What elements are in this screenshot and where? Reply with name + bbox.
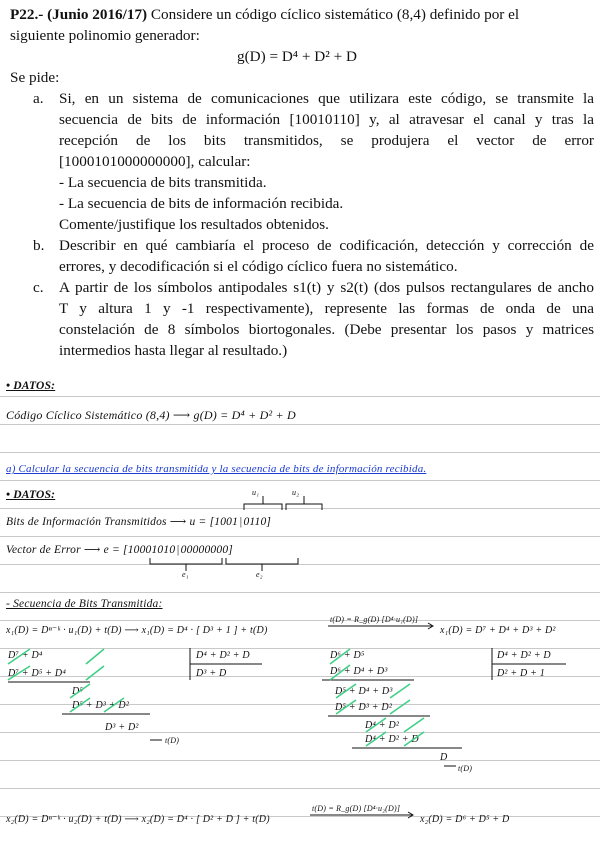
item-a-line-7: Comente/justifique los resultados obtenidos. (59, 216, 329, 233)
div2-row5: D⁴ + D² (365, 720, 400, 731)
codigo-line: Código Cíclico Sistemático (8,4) ⟶ g(D) = D⁴ + D² + D (6, 408, 296, 422)
t1-label: t(D) = R_g(D) [D⁴·u₁(D)] (330, 615, 419, 624)
cancel-mark (336, 684, 356, 698)
cancel-mark (8, 666, 30, 680)
item-a-line-5: - La secuencia de bits transmitida. (59, 174, 267, 191)
cancel-mark (366, 732, 386, 746)
item-c-line-1: A partir de los símbolos antipodales s1(t) y s2(t) (dos pulsos rectangulares de ancho (59, 279, 594, 296)
vector-error-line: Vector de Error ⟶ e = [10001010|00000000] (6, 544, 233, 556)
problem-header (10, 6, 519, 24)
se-pide: Se pide: (10, 69, 60, 86)
item-a-line-6: - La secuencia de bits de información recibida. (59, 195, 344, 212)
cancel-mark (390, 700, 410, 714)
cancel-mark (404, 718, 424, 732)
item-c-label: c. (33, 279, 44, 296)
bits-info-label: Bits de Información Transmitidos ⟶ u = [ (6, 516, 215, 528)
item-b-line-1: Describir en qué cambiaría el proceso de codificación, detección y corrección de (59, 237, 594, 254)
problem-source: (Junio 2016/17) (47, 6, 148, 23)
cancel-mark (70, 684, 90, 698)
item-c-line-3: constelación de 8 símbolos biortogonales. (Debe presentar los pasos y matrices (59, 321, 594, 338)
problem-statement (0, 0, 600, 368)
datos-heading-2: • DATOS: (6, 489, 56, 501)
item-a-line-4: [1000101000000000], calcular: (59, 153, 251, 170)
vector-error-e2: 00000000 (180, 544, 229, 556)
div2-row2: D⁶ + D⁴ + D³ (330, 666, 388, 677)
div2-dividend: D⁶ + D⁵ (330, 650, 365, 661)
problem-intro-1: Considere un código cíclico sistemático (8,4) definido por el (150, 6, 520, 23)
vector-error-e1: 10001010 (127, 544, 176, 556)
x1-equation: x₁(D) = Dⁿ⁻ᵏ · u₁(D) + t(D) ⟶ x₁(D) = D⁴ · [ D³ + 1 ] + t(D) (6, 625, 268, 636)
bits-info-line: Bits de Información Transmitidos ⟶ u = [1001|0110] (6, 516, 272, 528)
div1-row2: D⁷ + D⁵ + D⁴ (8, 668, 66, 679)
div2-divisor: D⁴ + D² + D (497, 650, 551, 661)
apartado-a-heading: a) Calcular la secuencia de bits transmitida y la secuencia de bits de información recibida. (6, 463, 427, 475)
div2-row7: D (440, 752, 448, 763)
div1-quotient: D³ + D (196, 668, 227, 679)
generator-polynomial: g(D) = D⁴ + D² + D (237, 48, 357, 65)
item-c-line-4: intermedios hasta llegar al resultado.) (59, 342, 288, 359)
div1-remainder: t(D) (165, 736, 180, 745)
item-b-line-2: errores, y decodificación si el código cíclico fuera no sistemático. (59, 258, 458, 275)
e1-label: e₁ (182, 570, 189, 579)
notes-drawing-layer (0, 368, 600, 848)
cancel-mark (390, 684, 410, 698)
cancel-mark (86, 666, 104, 680)
u2-brace (286, 504, 322, 510)
bits-info-u2: 0110 (243, 516, 267, 528)
u2-label: u₂ (292, 488, 300, 497)
div1-row3: D⁵ (72, 686, 84, 697)
cancel-mark (330, 649, 350, 664)
item-a-line-1: Si, en un sistema de comunicaciones que utilizara este código, se transmite la (59, 90, 594, 107)
cancel-mark (104, 698, 124, 712)
vector-error-close: ] (228, 544, 233, 556)
item-a-label: a. (33, 90, 44, 107)
u1-brace (244, 504, 282, 510)
handwritten-notes (0, 368, 600, 848)
cancel-mark (70, 698, 90, 712)
div2-remainder: t(D) (458, 764, 473, 773)
item-c-line-2: T y altura 1 y -1 respectivamente), represente las formas de onda de una (59, 300, 594, 317)
secuencia-heading: - Secuencia de Bits Transmitida: (6, 598, 163, 610)
x2-result: x₂(D) = D⁶ + D⁵ + D (420, 814, 510, 825)
datos-heading-1: • DATOS: (6, 380, 56, 392)
item-a-line-3: recepción de los bits transmitidos, se produjera el vector de error (59, 132, 594, 149)
problem-number: P22.- (10, 6, 44, 23)
x1-result: x₁(D) = D⁷ + D⁴ + D³ + D² (440, 625, 556, 636)
cancel-mark (336, 700, 356, 714)
div1-divisor: D⁴ + D² + D (196, 650, 250, 661)
div1-row5: D³ + D² (105, 722, 139, 733)
cancel-mark (366, 718, 386, 732)
vector-error-label: Vector de Error ⟶ e = [ (6, 544, 128, 556)
item-a-line-2: secuencia de bits de información [10010110] y, al atravesar el canal y tras la (59, 111, 594, 128)
e2-label: e₂ (256, 570, 263, 579)
t2-label: t(D) = R_g(D) [D⁴·u₂(D)] (312, 804, 401, 813)
u1-label: u₁ (252, 488, 260, 497)
item-b-label: b. (33, 237, 45, 254)
div2-row3: D⁵ + D⁴ + D³ (335, 686, 393, 697)
e2-brace (226, 558, 298, 564)
div2-row6: D⁴ + D² + D (365, 734, 419, 745)
e1-brace (150, 558, 222, 564)
div2-quotient: D² + D + 1 (497, 668, 545, 679)
cancel-mark (8, 649, 30, 664)
bits-info-close: ] (266, 516, 272, 528)
div1-dividend: D⁷ + D⁴ (8, 650, 43, 661)
div2-row4: D⁵ + D³ + D² (335, 702, 393, 713)
x2-equation: x₂(D) = Dⁿ⁻ᵏ · u₂(D) + t(D) ⟶ x₂(D) = D⁴ · [ D² + D ] + t(D) (6, 814, 270, 825)
bits-info-u1: 1001 (214, 516, 239, 528)
cancel-mark (330, 665, 350, 680)
cancel-mark (86, 649, 104, 664)
problem-intro-2: siguiente polinomio generador: (10, 27, 200, 44)
cancel-mark (404, 732, 424, 746)
div1-row4: D⁵ + D³ + D² (72, 700, 130, 711)
